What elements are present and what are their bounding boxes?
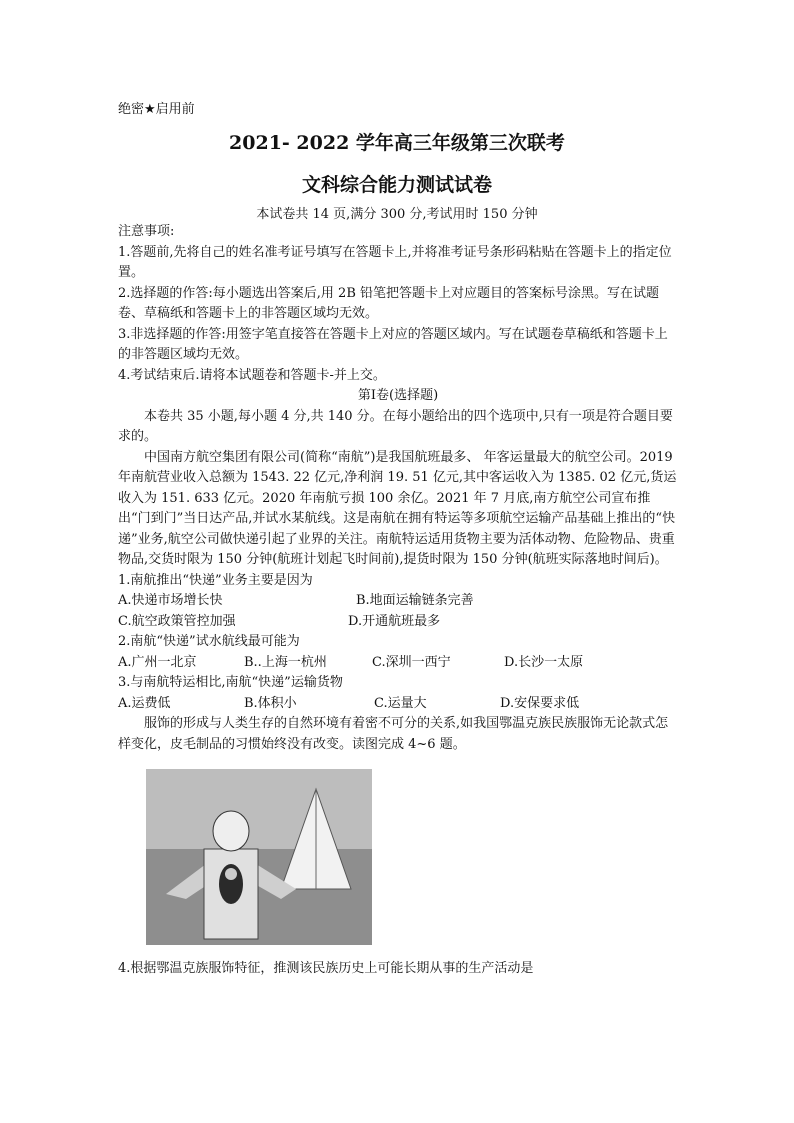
exam-info: 本试卷共 14 页,满分 300 分,考试用时 150 分钟 — [256, 207, 538, 222]
notice-heading: 注意事项: — [118, 224, 175, 239]
option: D.长沙一太原 — [504, 654, 584, 670]
question-stem: 2.南航“快递”试水航线最可能为 — [118, 634, 300, 649]
option: C.航空政策管控加强 — [118, 613, 236, 629]
exam-body — [118, 222, 678, 980]
section-title: 第Ⅰ卷(选择题) — [357, 388, 439, 403]
option: A.运费低 — [118, 695, 171, 711]
notice-item: 1.答题前,先将自己的姓名准考证号填写在答题卡上,并将准考证号条形码粘贴在答题卡上的指定位置。 — [118, 244, 672, 280]
option: D.安保要求低 — [500, 695, 580, 711]
notice-item: 4.考试结束后.请将本试题卷和答题卡-并上交。 — [118, 367, 386, 383]
option: C.深圳一西宁 — [372, 654, 451, 670]
option-row — [118, 694, 678, 715]
section-intro: 本卷共 35 小题,每小题 4 分,共 140 分。在每小题给出的四个选项中,只有一项是符合题目要求的。 — [118, 408, 673, 444]
option: B.地面运输链条完善 — [356, 593, 474, 608]
notice-item: 3.非选择题的作答:用签字笔直接答在答题卡上对应的答题区域内。写在试题卷草稿纸和答题卡上的非答题区域均无效。 — [118, 326, 668, 362]
confidential-mark: 绝密★启用前 — [118, 102, 195, 117]
option: D.开通航班最多 — [348, 613, 441, 629]
option: B.体积小 — [244, 695, 297, 711]
question-stem: 4.根据鄂温克族服饰特征，推测该民族历史上可能长期从事的生产活动是 — [118, 961, 534, 976]
exam-subtitle: 文科综合能力测试试卷 — [301, 174, 492, 196]
option-row — [118, 612, 678, 633]
option-row — [118, 653, 678, 674]
notice-item: 2.选择题的作答:每小题选出答案后,用 2B 铅笔把答题卡上对应题目的答案标号涂黑。写在试题卷、草稿纸和答题卡上的非答题区域均无效。 — [118, 285, 660, 321]
option: B..上海一杭州 — [244, 654, 327, 670]
question-stem: 1.南航推出“快递”业务主要是因为 — [118, 572, 313, 588]
option-row — [118, 591, 678, 612]
person-in-fur-costume-photo — [146, 769, 372, 945]
question-stem: 3.与南航特运相比,南航“快递”运输货物 — [118, 675, 343, 690]
option: A.快递市场增长快 — [118, 593, 223, 608]
option: C.运量大 — [374, 695, 427, 711]
passage-airline: 中国南方航空集团有限公司(简称“南航”)是我国航班最多、 年客运量最大的航空公司。2019 年南航营业收入总额为 1543. 22 亿元,净利润 19. 51 亿元,其中客运收入为 1385. 02 亿元,货运收入为 151. 633 亿元。2020 年南航亏损 100 余亿。2021 年 7 月底,南方航空公司宣布推出“门到门”当日达产品,并试水某航线。这是南航在拥有特运等多项航空运输产品基础上推出的“快递”业务,航空公司做快递引起了业界的关注。南航特运适用货物主要为活体动物、危险物品、贵重物品,交货时限为 150 分钟(航班计划起飞时间前),提货时限为 150 分钟(航班实际落地时间后)。 — [118, 449, 677, 567]
option: A.广州一北京 — [118, 654, 197, 670]
passage-ewenki: 服饰的形成与人类生存的自然环境有着密不可分的关系,如我国鄂温克族民族服饰无论款式怎样变化，皮毛制品的习惯始终没有改变。读图完成 4~6 题。 — [118, 716, 669, 752]
exam-title: 2021- 2022 学年高三年级第三次联考 — [229, 132, 565, 154]
